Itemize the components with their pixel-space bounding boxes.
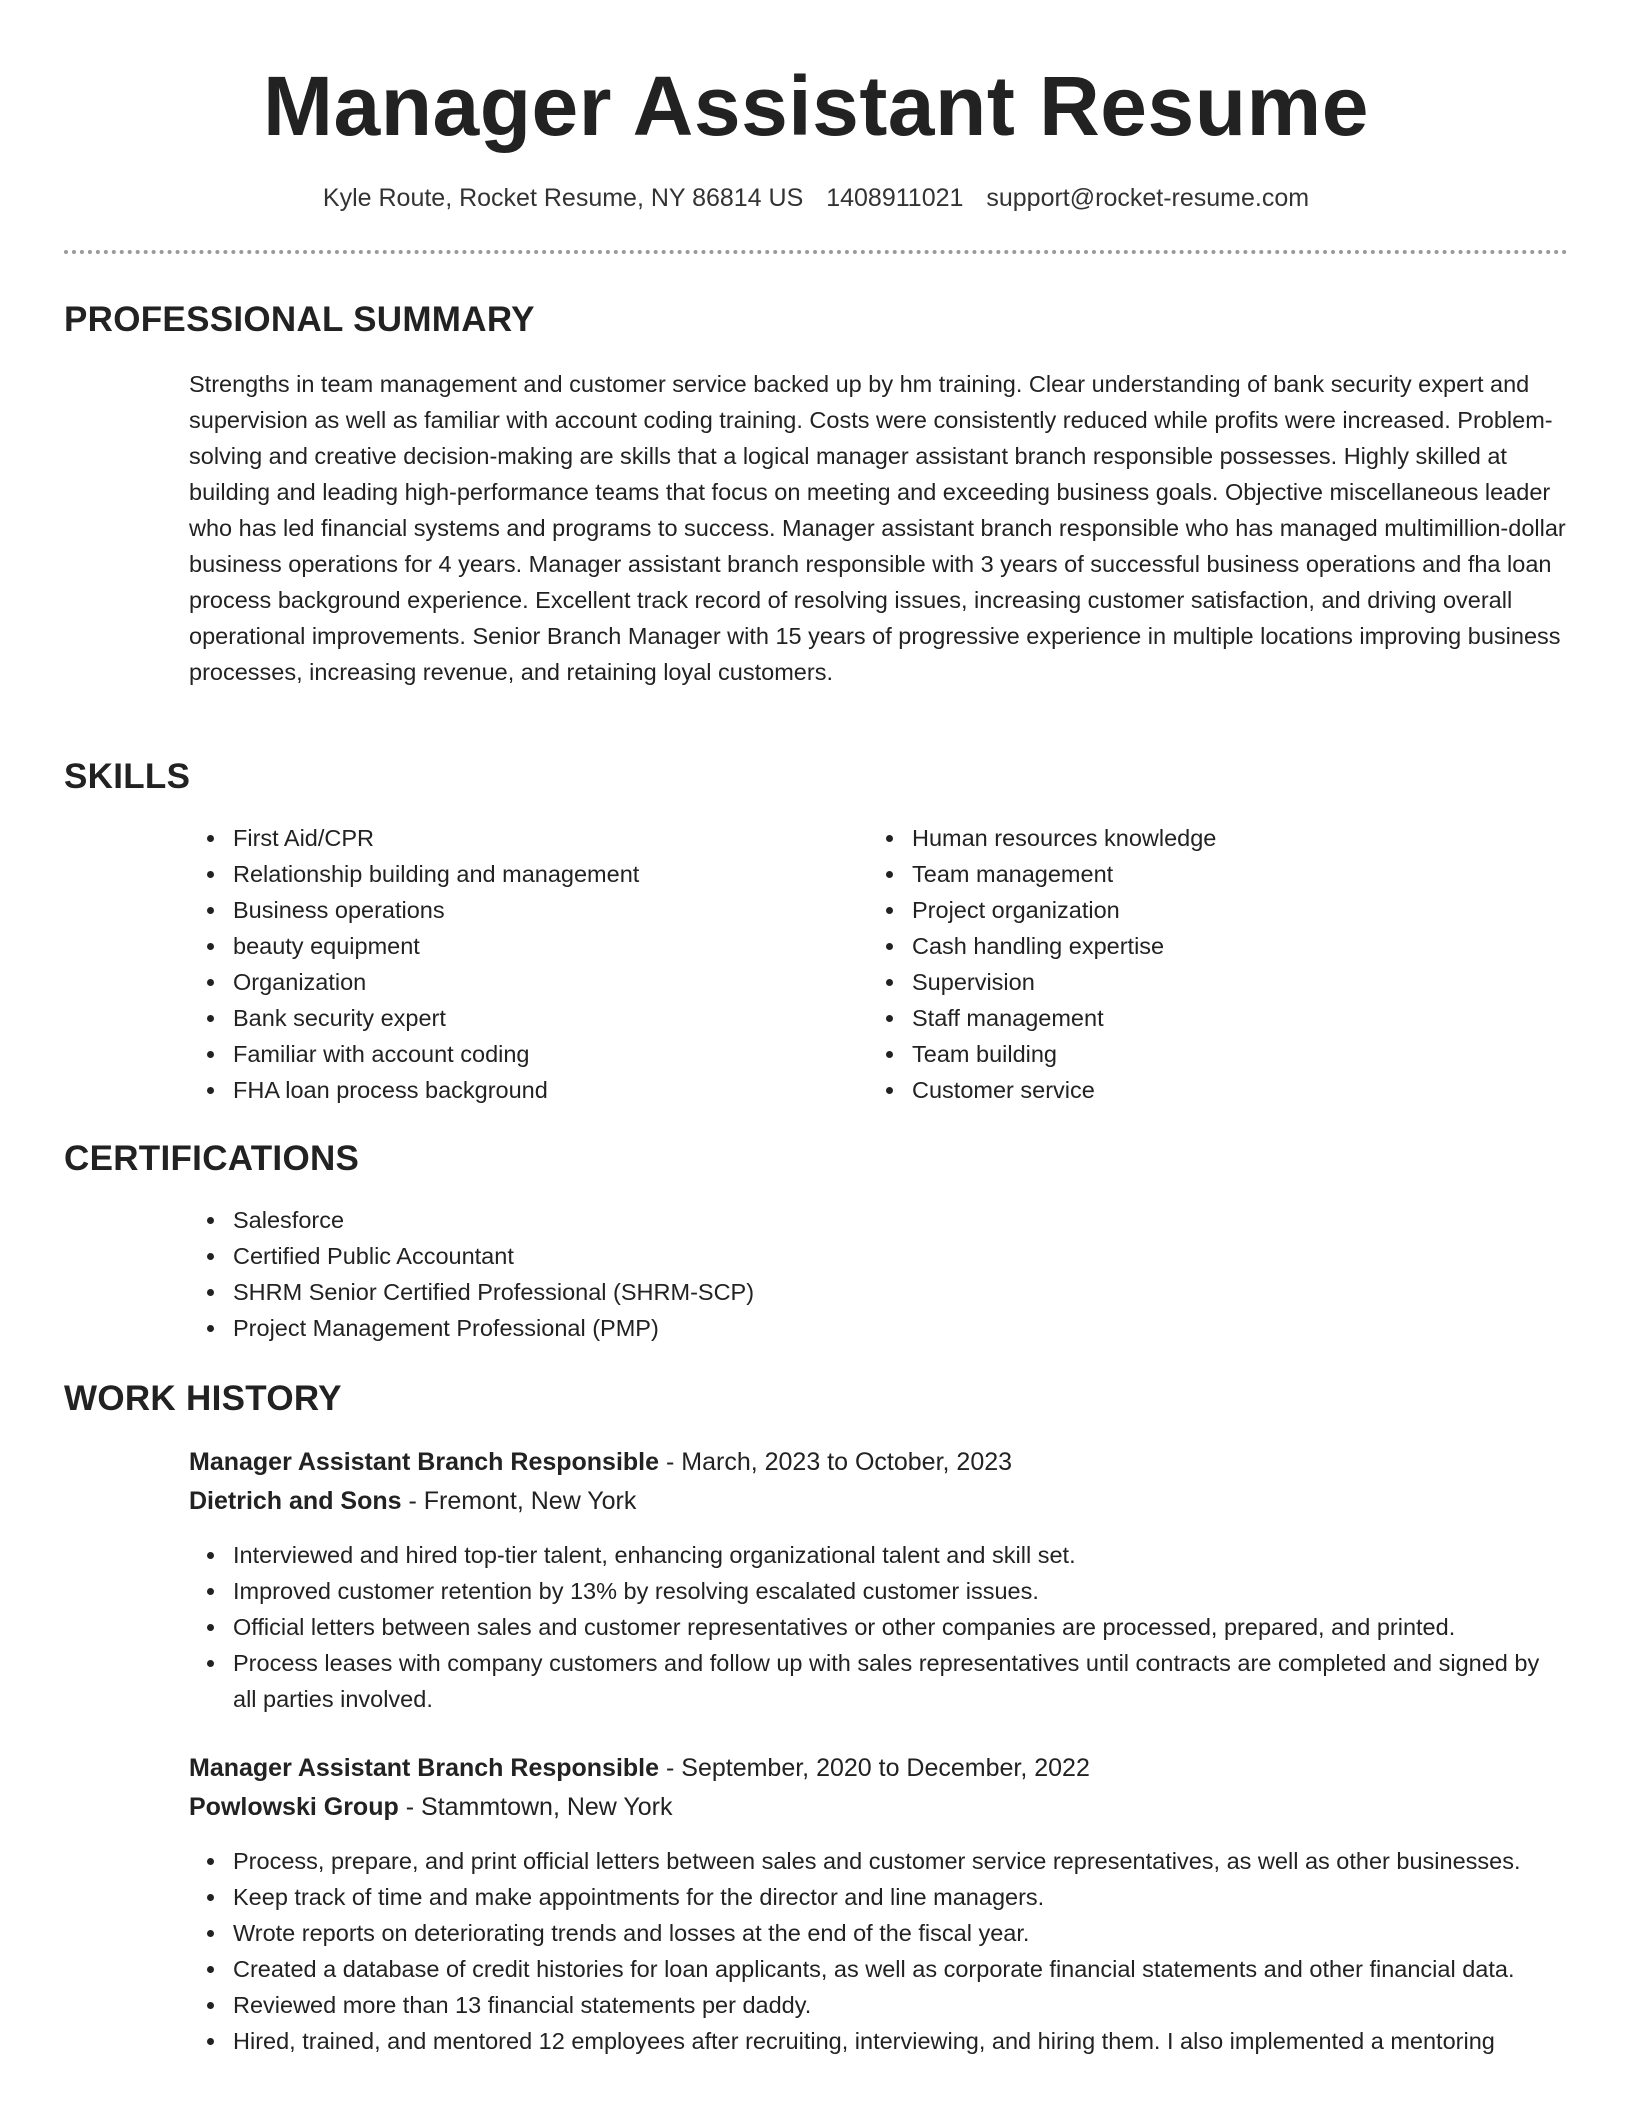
skill-item: Team management xyxy=(868,856,1528,892)
job-duty: Hired, trained, and mentored 12 employees after recruiting, interviewing, and hiring them. I also implemented a mentoring xyxy=(189,2023,1569,2059)
certification-item: Certified Public Accountant xyxy=(189,1238,1489,1274)
skill-item: Project organization xyxy=(868,892,1528,928)
skills-list-left xyxy=(189,820,849,1108)
skill-item: Customer service xyxy=(868,1072,1528,1108)
job-duties-list xyxy=(189,1537,1569,1717)
skill-item: Supervision xyxy=(868,964,1528,1000)
job-dates: - September, 2020 to December, 2022 xyxy=(659,1754,1090,1782)
job-duty: Created a database of credit histories for loan applicants, as well as corporate financial statements and other financial data. xyxy=(189,1951,1569,1987)
skill-item: beauty equipment xyxy=(189,928,849,964)
certifications-heading: CERTIFICATIONS xyxy=(64,1139,360,1178)
work-history-heading: WORK HISTORY xyxy=(64,1379,342,1418)
job-title-line xyxy=(189,1749,1090,1787)
job-duty: Official letters between sales and customer representatives or other companies are processed, prepared, and printed. xyxy=(189,1609,1569,1645)
certifications-list xyxy=(189,1202,1489,1346)
skill-item: Staff management xyxy=(868,1000,1528,1036)
skill-item: FHA loan process background xyxy=(189,1072,849,1108)
contact-address: Kyle Route, Rocket Resume, NY 86814 US xyxy=(322,184,804,212)
job-title: Manager Assistant Branch Responsible xyxy=(189,1754,660,1782)
job-duty: Reviewed more than 13 financial statements per daddy. xyxy=(189,1987,1569,2023)
summary-heading: PROFESSIONAL SUMMARY xyxy=(64,300,535,339)
job-duty: Improved customer retention by 13% by resolving escalated customer issues. xyxy=(189,1573,1569,1609)
job-company-line xyxy=(189,1482,636,1520)
job-duty: Interviewed and hired top-tier talent, enhancing organizational talent and skill set. xyxy=(189,1537,1569,1573)
skill-item: Business operations xyxy=(189,892,849,928)
job-dates: - March, 2023 to October, 2023 xyxy=(659,1448,1013,1476)
job-location: - Stammtown, New York xyxy=(398,1793,673,1821)
skill-item: Team building xyxy=(868,1036,1528,1072)
skill-item: Cash handling expertise xyxy=(868,928,1528,964)
contact-phone: 1408911021 xyxy=(826,184,964,212)
job-duty: Keep track of time and make appointments for the director and line managers. xyxy=(189,1879,1569,1915)
certification-item: SHRM Senior Certified Professional (SHRM-SCP) xyxy=(189,1274,1489,1310)
skills-list-right xyxy=(868,820,1528,1108)
contact-email: support@rocket-resume.com xyxy=(986,184,1310,212)
job-location: - Fremont, New York xyxy=(401,1487,637,1515)
contact-line xyxy=(0,180,1632,216)
certification-item: Project Management Professional (PMP) xyxy=(189,1310,1489,1346)
job-duty: Process, prepare, and print official letters between sales and customer service representatives, as well as other businesses. xyxy=(189,1843,1569,1879)
skills-heading: SKILLS xyxy=(64,757,191,796)
skill-item: Organization xyxy=(189,964,849,1000)
skill-item: Human resources knowledge xyxy=(868,820,1528,856)
job-company: Dietrich and Sons xyxy=(189,1487,402,1515)
job-company: Powlowski Group xyxy=(189,1793,399,1821)
skill-item: Bank security expert xyxy=(189,1000,849,1036)
summary-text: Strengths in team management and customer service backed up by hm training. Clear understanding of bank security expert and supervision as well as familiar with account coding training. Costs were consistently reduced while profits were increased. Problem-solving and creative decision-making are skills that a logical manager assistant branch responsible possesses. Highly skilled at building and leading high-performance teams that focus on meeting and exceeding business goals. Objective miscellaneous leader who has led financial systems and programs to success. Manager assistant branch responsible who has managed multimillion-dollar business operations for 4 years. Manager assistant branch responsible with 3 years of successful business operations and fha loan process background experience. Excellent track record of resolving issues, increasing customer satisfaction, and driving overall operational improvements. Senior Branch Manager with 15 years of progressive experience in multiple locations improving business processes, increasing revenue, and retaining loyal customers. xyxy=(189,371,1566,685)
job-title-line xyxy=(189,1443,1012,1481)
job-title: Manager Assistant Branch Responsible xyxy=(189,1448,660,1476)
job-company-line xyxy=(189,1788,672,1826)
job-duty: Process leases with company customers and follow up with sales representatives until contracts are completed and signed by all parties involved. xyxy=(189,1645,1569,1717)
skill-item: Relationship building and management xyxy=(189,856,849,892)
header-divider xyxy=(64,250,1568,254)
skill-item: Familiar with account coding xyxy=(189,1036,849,1072)
skill-item: First Aid/CPR xyxy=(189,820,849,856)
job-duty: Wrote reports on deteriorating trends and losses at the end of the fiscal year. xyxy=(189,1915,1569,1951)
resume-title: Manager Assistant Resume xyxy=(263,59,1369,153)
job-duties-list xyxy=(189,1843,1569,2059)
certification-item: Salesforce xyxy=(189,1202,1489,1238)
